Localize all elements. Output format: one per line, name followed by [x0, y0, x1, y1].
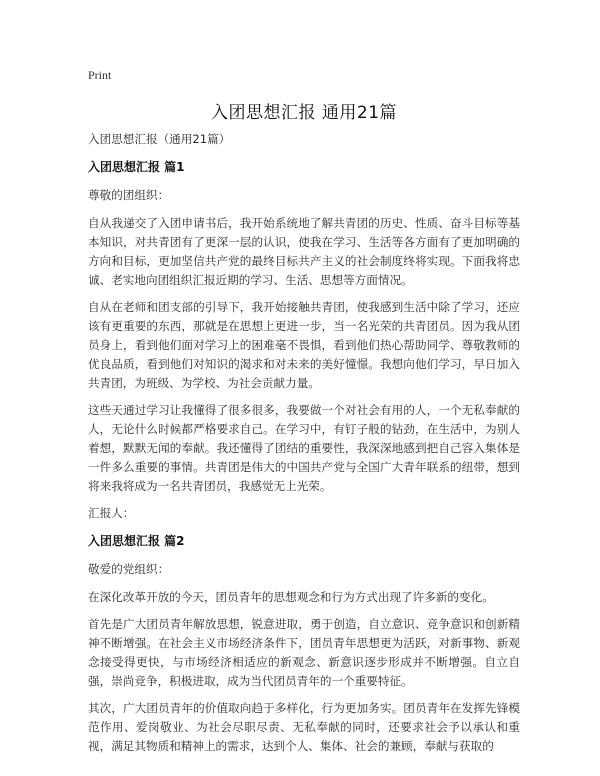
- print-link[interactable]: Print: [88, 68, 112, 82]
- section-heading-1: 入团思想汇报 篇1: [88, 160, 185, 174]
- paragraph: 其次，广大团员青年的价值取向趋于多样化，行为更加务实。团员青年在发挥先锋模范作用、爱岗敬业、为社会尽职尽责、无私奉献的同时，还要求社会予以承认和重视，满足其物质和精神上的需求，达到个人、集体、社会的兼顾，奉献与获取的: [88, 701, 520, 753]
- paragraph: 在深化改革开放的今天，团员青年的思想观念和行为方式出现了许多新的变化。: [88, 590, 494, 604]
- document-title: 入团思想汇报 通用21篇: [210, 103, 398, 123]
- document-subtitle: 入团思想汇报（通用21篇）: [88, 132, 231, 146]
- paragraph: 自从在老师和团支部的引导下，我开始接触共青团，使我感到生活中除了学习，还应该有更重要的东西，那就是在思想上更进一步，当一名光荣的共青团员。因为我从团员身上，看到他们面对学习上的困难毫不畏惧，看到他们热心帮助同学、尊敬教师的优良品质，看到他们对知识的渴求和对未来的美好憧憬。我想向他们学习，早日加入共青团，为班级、为学校、为社会贡献力量。: [88, 300, 520, 390]
- section-heading-2: 入团思想汇报 篇2: [88, 534, 185, 548]
- signature: 汇报人：: [88, 506, 135, 520]
- salutation-2: 敬爱的党组织：: [88, 562, 170, 576]
- paragraph: 这些天通过学习让我懂得了很多很多，我要做一个对社会有用的人，一个无私奉献的人，无论什么时候都严格要求自己。在学习中，有钉子般的钻劲，在生活中，为别人着想，默默无闻的奉献。我还懂得了团结的重要性，我深深地感到把自己容入集体是一件多么重要的事情。共青团是伟大的中国共产党与全国广大青年联系的纽带，想到将来我将成为一名共青团员，我感觉无上光荣。: [88, 403, 520, 493]
- document-body: [88, 130, 520, 764]
- salutation-1: 尊敬的团组织：: [88, 188, 170, 202]
- paragraph: 自从我递交了入团申请书后，我开始系统地了解共青团的历史、性质、奋斗目标等基本知识，对共青团有了更深一层的认识，使我在学习、生活等各方面有了更加明确的方向和目标，更加坚信共产党的最终目标共产主义的社会制度终将实现。下面我将忠诚、老实地向团组织汇报近期的学习、生活、思想等方面情况。: [88, 216, 520, 287]
- paragraph: 首先是广大团员青年解放思想，锐意进取，勇于创造，自立意识、竞争意识和创新精神不断增强。在社会主义市场经济条件下，团员青年思想更为活跃，对新事物、新观念接受得更快，与市场经济相适应的新观念、新意识逐步形成并不断增强。自立自强，崇尚竞争，积极进取，成为当代团员青年的一个重要特征。: [88, 617, 520, 688]
